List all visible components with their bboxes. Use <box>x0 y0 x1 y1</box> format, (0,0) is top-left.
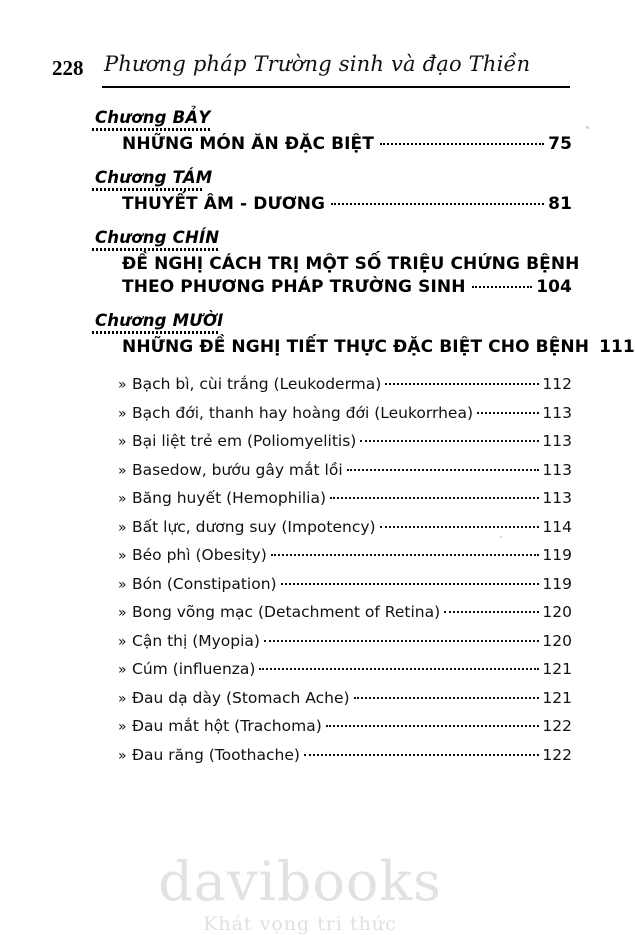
toc-leader-dots <box>326 725 540 727</box>
page-header <box>0 52 600 92</box>
toc-leader-dots <box>354 697 540 699</box>
bullet-icon: » <box>118 719 127 735</box>
toc-entry-title: Bất lực, dương suy (Impotency) <box>132 517 376 536</box>
chapter-underline <box>92 331 220 334</box>
toc-entry-major[interactable] <box>92 194 572 214</box>
bullet-icon: » <box>118 491 127 507</box>
bullet-icon: » <box>118 434 127 450</box>
toc-entry-page: 121 <box>542 688 572 707</box>
toc-entry-page: 113 <box>542 403 572 422</box>
page-speck <box>500 536 502 538</box>
toc-entry-page: 81 <box>548 194 572 214</box>
toc-leader-dots <box>444 611 539 613</box>
toc-entry-title: Bại liệt trẻ em (Poliomyelitis) <box>132 432 357 450</box>
bullet-icon: » <box>118 747 127 764</box>
toc-entry-page: 120 <box>542 603 572 621</box>
list-item[interactable] <box>92 518 572 536</box>
toc-leader-dots <box>281 583 540 585</box>
chapter-label-nine: Chương CHÍN <box>95 228 220 247</box>
table-of-contents <box>92 108 635 774</box>
section-spacer <box>92 158 572 168</box>
chapter-label-seven: Chương BẢY <box>95 108 211 127</box>
chapter-block-ten <box>92 311 635 357</box>
toc-leader-dots <box>304 754 540 756</box>
section-spacer <box>92 218 572 228</box>
toc-entry-page: 122 <box>542 745 572 764</box>
toc-entry-title: NHỮNG ĐỀ NGHỊ TIẾT THỰC ĐẶC BIỆT CHO BỆNH <box>122 337 590 357</box>
toc-entry-major[interactable] <box>92 254 580 297</box>
toc-entry-title-line1: ĐỀ NGHỊ CÁCH TRỊ MỘT SỐ TRIỆU CHỨNG BỆNH <box>122 254 580 274</box>
toc-leader-dots <box>380 526 540 528</box>
toc-entry-page: 119 <box>542 574 572 593</box>
list-item[interactable] <box>92 575 572 593</box>
toc-entry-title: Cúm (influenza) <box>132 660 256 678</box>
toc-entry-title: Băng huyết (Hemophilia) <box>132 489 327 507</box>
toc-leader-dots <box>264 640 539 642</box>
toc-entry-title: Bong võng mạc (Detachment of Retina) <box>132 603 441 621</box>
chapter-underline <box>92 188 202 191</box>
toc-leader-dots <box>331 203 544 205</box>
bullet-icon: » <box>118 662 127 678</box>
toc-leader-dots <box>472 286 533 288</box>
chapter-underline <box>92 128 210 131</box>
toc-entry-title: NHỮNG MÓN ĂN ĐẶC BIỆT <box>122 134 374 154</box>
toc-entry-page: 120 <box>542 631 572 650</box>
watermark-tagline: Khát vọng tri thức <box>203 913 397 935</box>
toc-entry-major[interactable] <box>92 337 635 357</box>
list-item[interactable] <box>92 603 572 621</box>
list-item[interactable] <box>92 489 572 507</box>
bullet-icon: » <box>118 633 127 650</box>
list-item[interactable] <box>92 432 572 450</box>
toc-entry-title: Đau răng (Toothache) <box>132 745 300 764</box>
toc-entry-title: Béo phì (Obesity) <box>132 546 267 564</box>
toc-entry-page: 112 <box>542 375 572 393</box>
toc-leader-dots <box>360 440 539 442</box>
toc-entry-title: Đau mắt hột (Trachoma) <box>132 717 322 735</box>
toc-leader-dots <box>385 383 539 385</box>
toc-entry-title: Cận thị (Myopia) <box>132 631 260 650</box>
toc-entry-title: Basedow, bướu gây mắt lồi <box>132 460 343 479</box>
chapter-underline <box>92 248 218 251</box>
toc-entry-title: THUYẾT ÂM - DƯƠNG <box>122 194 326 214</box>
list-item[interactable] <box>92 461 572 479</box>
page-speck <box>586 126 589 129</box>
toc-leader-dots <box>477 412 539 414</box>
toc-entry-page: 122 <box>542 717 572 735</box>
toc-leader-dots <box>380 143 544 145</box>
list-item[interactable] <box>92 632 572 650</box>
chapter-block-seven <box>92 108 572 154</box>
page-number: 228 <box>52 56 84 80</box>
toc-entry-major[interactable] <box>92 134 572 154</box>
toc-leader-dots <box>271 554 540 556</box>
toc-entry-page: 104 <box>536 277 572 297</box>
list-item[interactable] <box>92 660 572 678</box>
list-item[interactable] <box>92 546 572 564</box>
section-spacer <box>92 361 572 375</box>
list-item[interactable] <box>92 404 572 422</box>
toc-entry-page: 119 <box>542 546 572 564</box>
toc-entry-title-line2: THEO PHƯƠNG PHÁP TRƯỜNG SINH <box>122 277 466 297</box>
toc-entry-title: Bón (Constipation) <box>132 574 277 593</box>
list-item[interactable] <box>92 746 572 764</box>
toc-entry-page: 113 <box>542 489 572 507</box>
toc-entry-page: 114 <box>542 517 572 536</box>
toc-entry-page: 75 <box>548 134 572 154</box>
bullet-icon: » <box>118 519 127 536</box>
bullet-icon: » <box>118 576 127 593</box>
list-item[interactable] <box>92 689 572 707</box>
bullet-icon: » <box>118 405 127 422</box>
toc-entry-page: 121 <box>542 660 572 678</box>
toc-entry-page: 111 <box>599 337 635 357</box>
toc-entry-title: Bạch bì, cùi trắng (Leukoderma) <box>132 375 382 393</box>
running-head: Phương pháp Trường sinh và đạo Thiền <box>104 52 531 76</box>
chapter-label-eight: Chương TÁM <box>95 168 213 187</box>
bullet-icon: » <box>118 605 127 621</box>
list-item[interactable] <box>92 375 572 393</box>
bullet-icon: » <box>118 690 127 707</box>
chapter-block-eight <box>92 168 572 214</box>
section-spacer <box>92 301 572 311</box>
toc-entry-title: Đau dạ dày (Stomach Ache) <box>132 688 350 707</box>
toc-sub-list <box>92 375 572 764</box>
toc-leader-dots <box>330 497 539 499</box>
chapter-block-nine <box>92 228 580 297</box>
toc-entry-page: 113 <box>542 432 572 450</box>
bullet-icon: » <box>118 377 127 393</box>
watermark <box>0 850 600 935</box>
header-divider <box>102 86 570 88</box>
watermark-brand: davibooks <box>158 850 442 913</box>
chapter-label-ten: Chương MƯỜI <box>95 311 224 330</box>
toc-leader-dots <box>259 668 539 670</box>
bullet-icon: » <box>118 548 127 564</box>
list-item[interactable] <box>92 717 572 735</box>
bullet-icon: » <box>118 462 127 479</box>
toc-entry-page: 113 <box>542 460 572 479</box>
toc-entry-title: Bạch đới, thanh hay hoàng đới (Leukorrhea) <box>132 403 474 422</box>
toc-leader-dots <box>347 469 540 471</box>
